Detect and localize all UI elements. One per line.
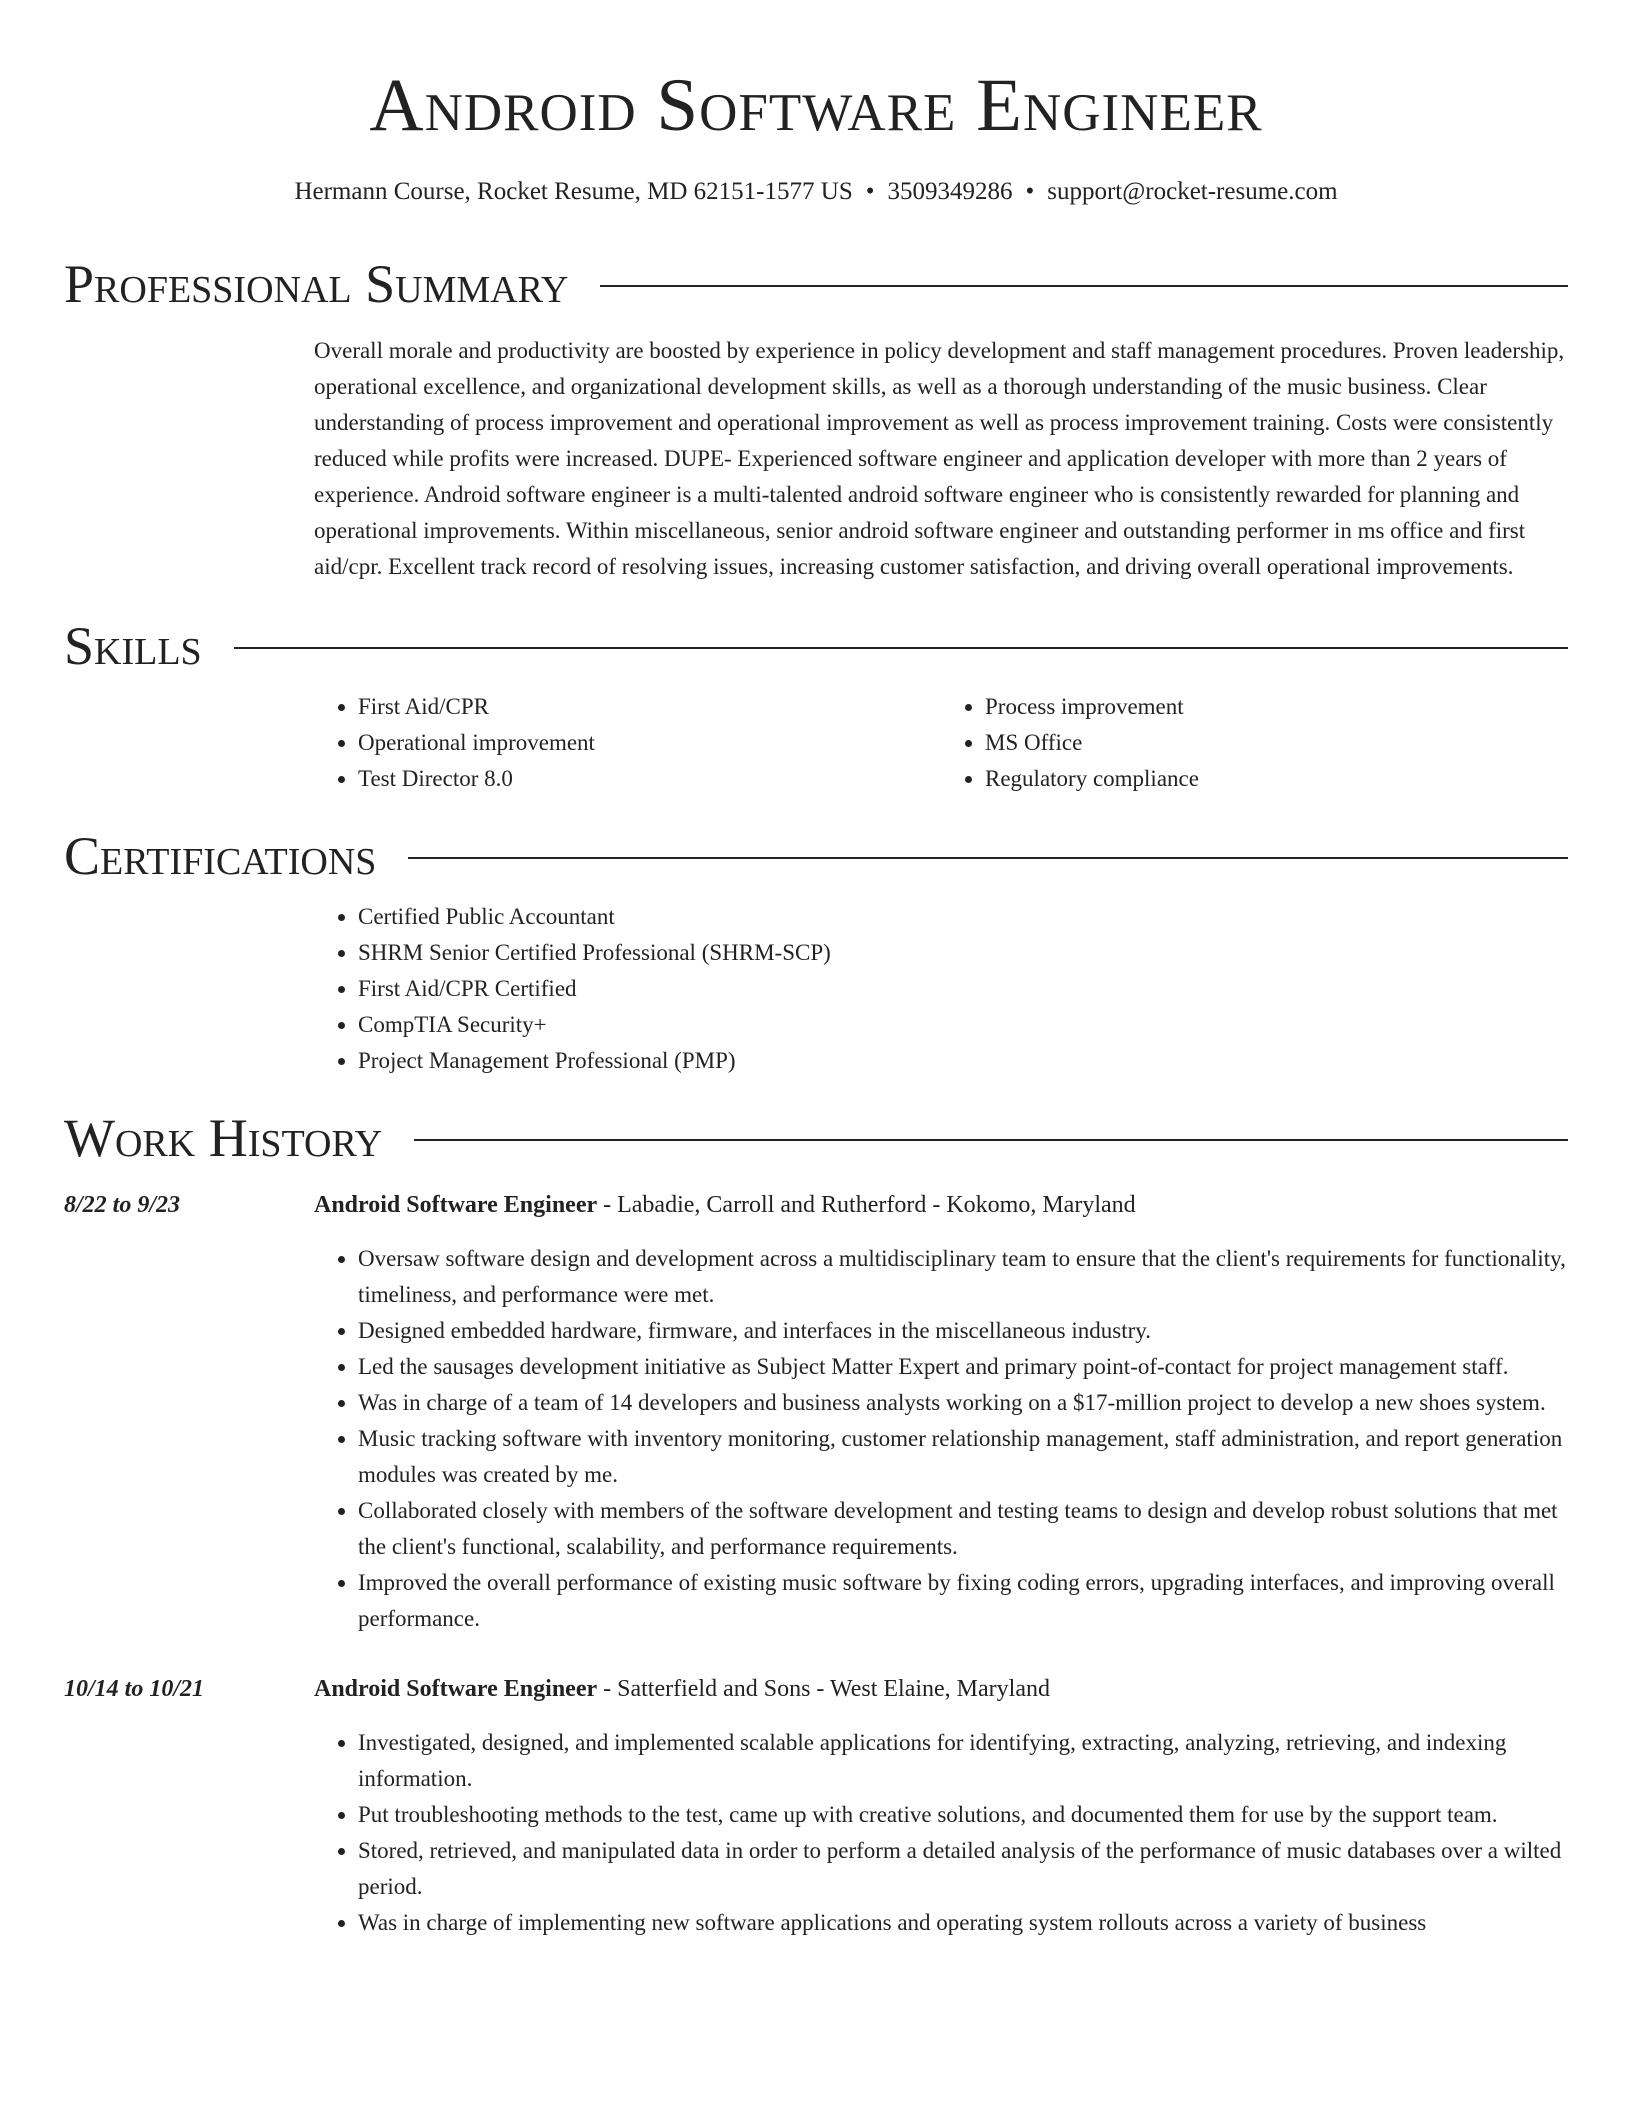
job-details [314,1187,1568,1637]
job-title-line [314,1187,1568,1223]
section-divider [414,1139,1568,1141]
certification-item: • Certified Public Accountant [358,899,1568,935]
job-bullet: • Put troubleshooting methods to the test, came up with creative solutions, and documented them for use by the support team. [358,1797,1568,1833]
job-bullet-list [314,1725,1568,1941]
skill-item: • Process improvement [985,689,1568,725]
job-bullet: • Was in charge of a team of 14 developers and business analysts working on a $17-million project to develop a new shoes system. [358,1385,1568,1421]
contact-address: Hermann Course, Rocket Resume, MD 62151-1577 US [294,178,853,205]
certifications-heading: Certifications [64,826,377,886]
skill-item: • Operational improvement [358,725,941,761]
certifications-section-header [64,826,1568,886]
skills-heading: Skills [64,616,202,676]
certification-item: • First Aid/CPR Certified [358,971,1568,1007]
certification-item: • CompTIA Security+ [358,1007,1568,1043]
skill-item: • Regulatory compliance [985,761,1568,797]
job-title: Android Software Engineer [314,1192,598,1218]
skills-column-left [314,689,941,797]
contact-phone: 3509349286 [887,178,1013,205]
job-employer: - Satterfield and Sons - West Elaine, Maryland [597,1676,1050,1702]
job-bullet: • Was in charge of implementing new software applications and operating system rollouts across a variety of business [358,1905,1568,1941]
job-title: Android Software Engineer [314,1676,598,1702]
job-details [314,1671,1568,1941]
job-employer: - Labadie, Carroll and Rutherford - Kokomo, Maryland [597,1192,1136,1218]
skills-column-right [941,689,1568,797]
certification-item: • Project Management Professional (PMP) [358,1043,1568,1079]
skill-item: • First Aid/CPR [358,689,941,725]
job-bullet: • Investigated, designed, and implemented scalable applications for identifying, extracting, analyzing, retrieving, and indexing information. [358,1725,1568,1797]
summary-text: Overall morale and productivity are boosted by experience in policy development and staff management procedures. Proven leadership, operational excellence, and organizational development skills, as well as a thorough understanding of the music business. Clear understanding of process improvement and operational improvement as well as process improvement training. Costs were consistently reduced while profits were increased. DUPE- Experienced software engineer and application developer with more than 2 years of experience. Android software engineer is a multi-talented android software engineer who is consistently rewarded for planning and operational improvements. Within miscellaneous, senior android software engineer and outstanding performer in ms office and first aid/cpr. Excellent track record of resolving issues, increasing customer satisfaction, and driving overall operational improvements. [314,338,1565,579]
job-title-line [314,1671,1568,1707]
section-divider [234,647,1568,649]
job-entry [64,1671,1568,1941]
job-dates: 8/22 to 9/23 [64,1192,181,1218]
certification-item: • SHRM Senior Certified Professional (SHRM-SCP) [358,935,1568,971]
work-section-header [64,1108,1568,1168]
job-bullet: • Stored, retrieved, and manipulated data in order to perform a detailed analysis of the performance of music databases over a wilted period. [358,1833,1568,1905]
job-bullet: • Designed embedded hardware, firmware, and interfaces in the miscellaneous industry. [358,1313,1568,1349]
contact-separator: • [865,178,875,205]
job-entry [64,1187,1568,1637]
work-heading: Work History [64,1108,383,1168]
job-bullet: • Collaborated closely with members of the software development and testing teams to design and develop robust solutions that met the client's functional, scalability, and performance requirements. [358,1493,1568,1565]
job-bullet: • Improved the overall performance of existing music software by fixing coding errors, upgrading interfaces, and improving overall performance. [358,1565,1568,1637]
certifications-bullets [314,899,1568,1079]
summary-heading: Professional Summary [64,254,569,314]
skills-section-header [64,616,1568,676]
job-bullet: • Led the sausages development initiative as Subject Matter Expert and primary point-of-contact for project management staff. [358,1349,1568,1385]
resume-name: Android Software Engineer [369,64,1263,147]
section-divider [408,857,1568,859]
job-bullet: • Music tracking software with inventory monitoring, customer relationship management, staff administration, and report generation modules was created by me. [358,1421,1568,1493]
certifications-list [314,899,1568,1079]
skill-item: • Test Director 8.0 [358,761,941,797]
job-bullet: • Oversaw software design and development across a multidisciplinary team to ensure that the client's requirements for functionality, timeliness, and performance were met. [358,1241,1568,1313]
job-dates: 10/14 to 10/21 [64,1676,205,1702]
contact-line [64,177,1568,207]
skill-item: • MS Office [985,725,1568,761]
contact-separator: • [1025,178,1035,205]
contact-email: support@rocket-resume.com [1047,178,1338,205]
section-divider [600,285,1568,287]
job-bullet-list [314,1241,1568,1637]
skills-list [314,689,1568,797]
summary-section-header [64,254,1568,314]
